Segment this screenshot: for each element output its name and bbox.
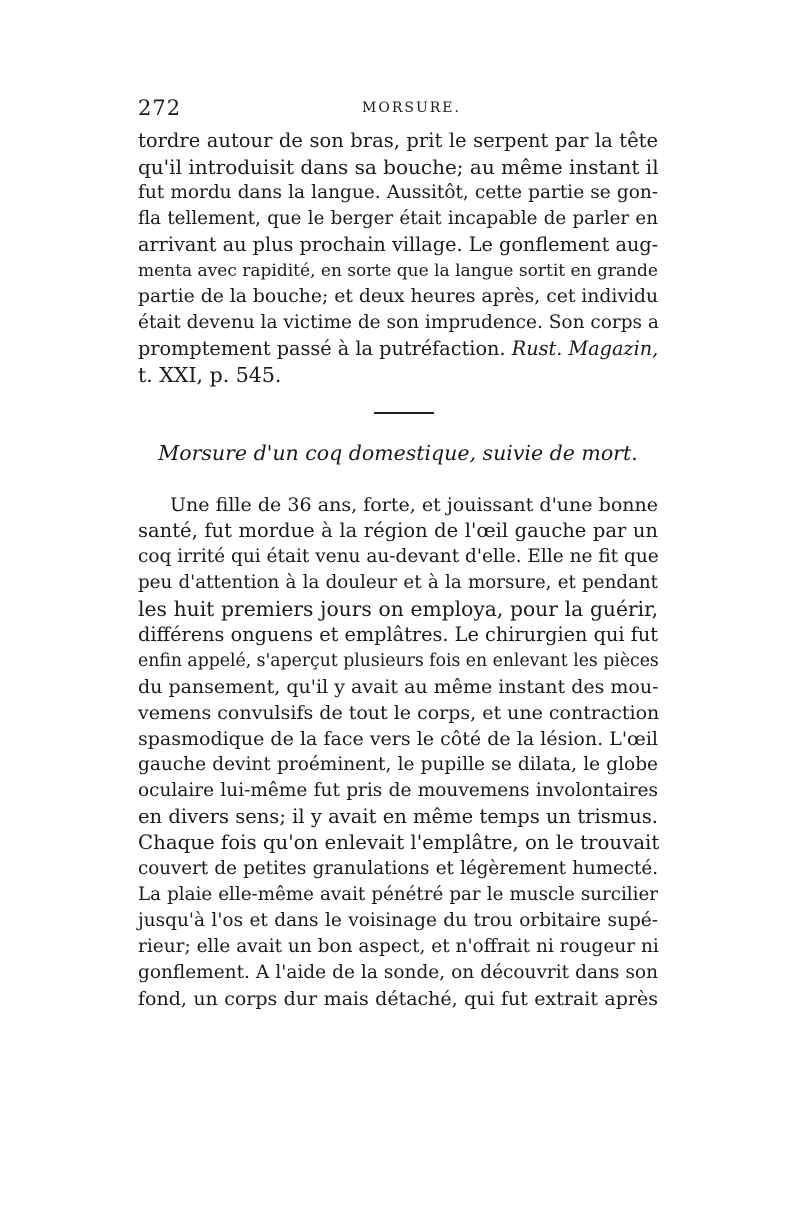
paragraph-line: fla tellement, que le berger était incapable de parler en [138,208,658,229]
paragraph-line: fut mordu dans la langue. Aussitôt, cette partie se gon- [138,182,658,203]
paragraph-line: fond, un corps dur mais détaché, qui fut extrait après [138,988,658,1010]
paragraph-line: arrivant au plus prochain village. Le gonflement aug- [138,233,659,256]
paragraph-line: gauche devint proéminent, le pupille se dilata, le globe [138,754,658,775]
running-head: MORSURE. [362,100,461,116]
paragraph-text: promptement passé à la putréfaction. [138,337,506,360]
paragraph-line: qu'il introduisit dans sa bouche; au même instant il [138,155,659,179]
page-header [138,96,658,120]
paragraph-line [138,336,658,362]
paragraph-line: coq irrité qui était venu au-devant d'elle. Elle ne fit que [138,546,659,567]
paragraph-line: du pansement, qu'il y avait au même instant des mou- [138,676,659,698]
paragraph-line: en divers sens; il y avait en même temps un trismus. [138,805,658,828]
paragraph-line: tordre autour de son bras, prit le serpent par la tête [138,129,658,152]
paragraph-line: couvert de petites granulations et légèrement humecté. [138,858,658,879]
paragraph-line: rieur; elle avait un bon aspect, et n'offrait ni rougeur ni [138,936,659,957]
section-divider [374,412,434,414]
paragraph-line: spasmodique de la face vers le côté de la lésion. L'œil [138,728,658,750]
paragraph-line: La plaie elle-même avait pénétré par le muscle surcilier [138,884,658,905]
paragraph-line: était devenu la victime de son imprudence. Son corps a [138,312,659,333]
citation-source: Rust. Magazin, [511,337,659,360]
paragraph-line: Une fille de 36 ans, forte, et jouissant d'une bonne [170,494,658,516]
paragraph-line: différens onguens et emplâtres. Le chirurgien qui fut [138,623,658,646]
paragraph-line: Chaque fois qu'on enlevait l'emplâtre, on le trouvait [138,831,660,854]
paragraph-line: vemens convulsifs de tout le corps, et une contraction [138,702,660,724]
paragraph-line: enfin appelé, s'aperçut plusieurs fois en enlevant les pièces [138,651,659,671]
citation-volume: t. XXI, p. 545. [138,363,282,387]
paragraph-line: partie de la bouche; et deux heures après, cet individu [138,286,659,307]
paragraph-line: peu d'attention à la douleur et à la morsure, et pendant [138,572,658,593]
paragraph-line: oculaire lui-même fut pris de mouvemens involontaires [138,780,658,801]
page-number: 272 [138,96,182,120]
paragraph-line: les huit premiers jours on employa, pour la guérir, [138,597,658,621]
paragraph-line: gonflement. A l'aide de la sonde, on découvrit dans son [138,962,658,983]
section-title: Morsure d'un coq domestique, suivie de mort. [158,441,638,465]
paragraph-line: jusqu'à l'os et dans le voisinage du trou orbitaire supé- [138,910,658,931]
paragraph-line: menta avec rapidité, en sorte que la langue sortit en grande [138,261,658,281]
paragraph-line: santé, fut mordue à la région de l'œil gauche par un [138,519,658,542]
